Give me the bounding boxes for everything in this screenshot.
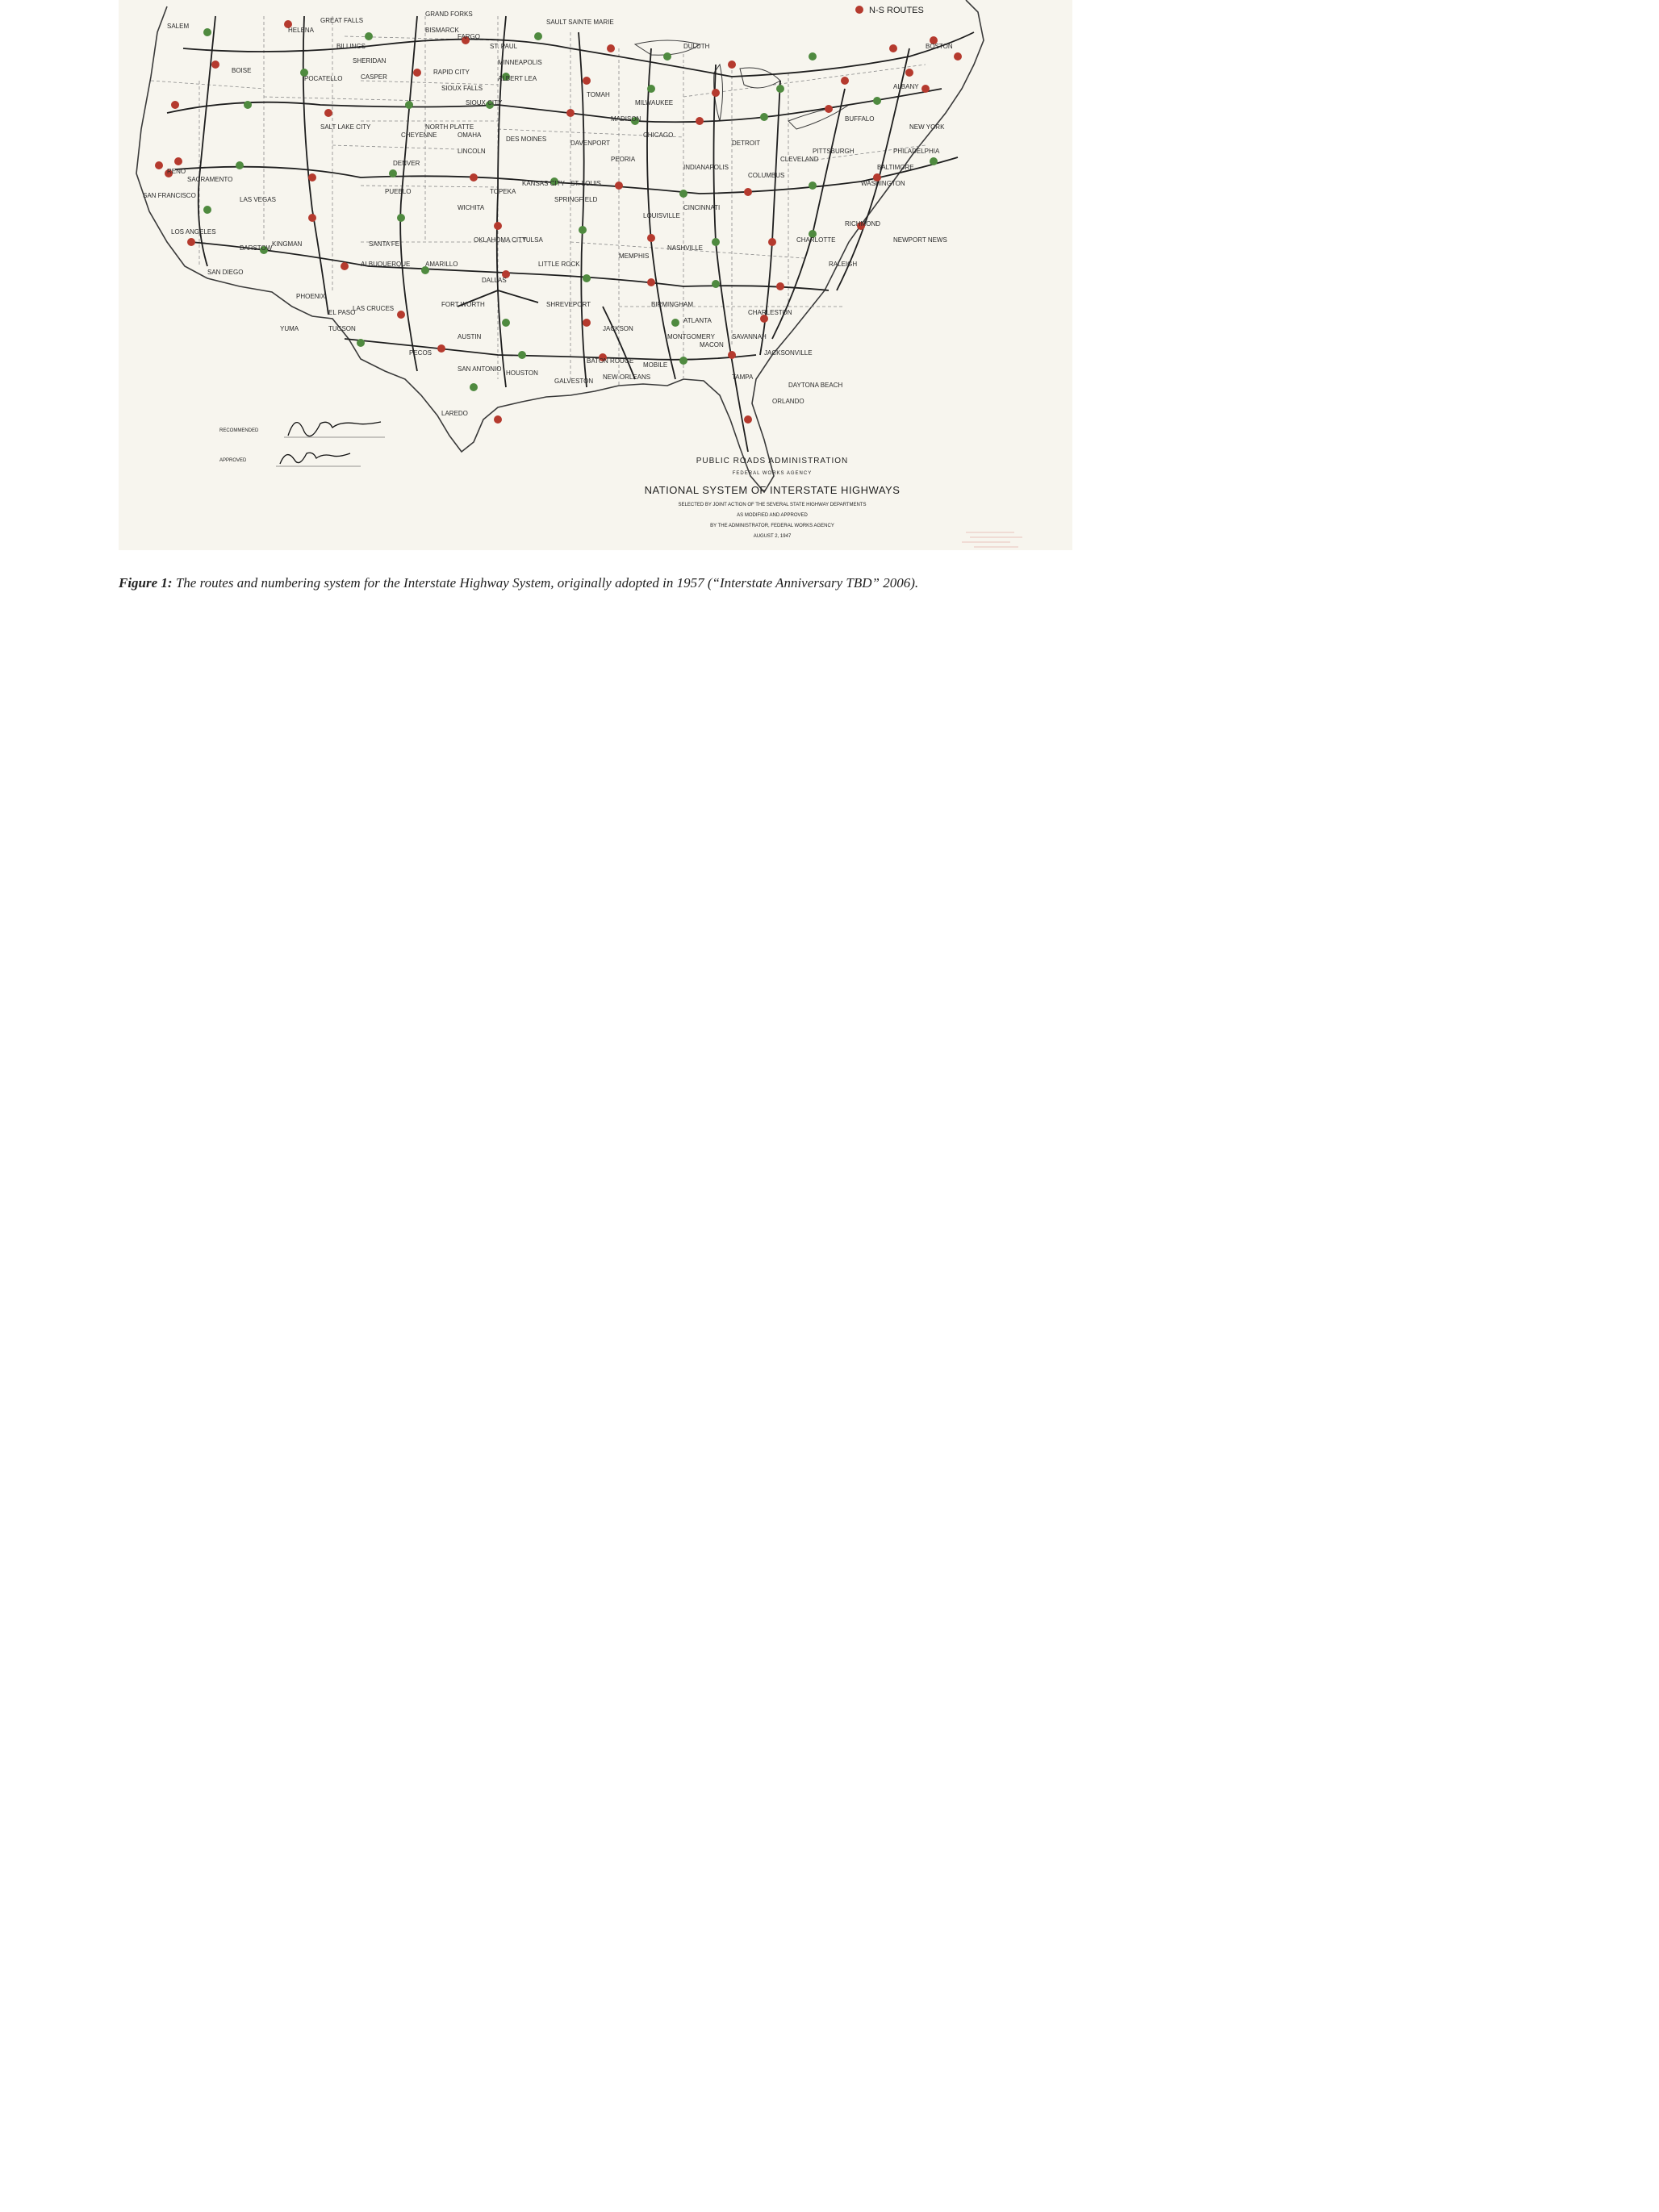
legend-ns-marker — [855, 6, 863, 14]
city-label: AUSTIN — [458, 333, 482, 340]
city-label: ALBUQUERQUE — [361, 261, 411, 268]
interstate-map-figure — [119, 0, 1072, 550]
city-label: CHICAGO — [643, 131, 674, 139]
city-label: MINNEAPOLIS — [498, 59, 542, 66]
city-label: SAULT SAINTE MARIE — [546, 19, 614, 26]
city-label: HELENA — [288, 27, 315, 34]
city-label: PITTSBURGH — [813, 148, 855, 155]
city-label: GRAND FORKS — [425, 10, 473, 18]
city-label: SAVANNAH — [732, 333, 767, 340]
city-label: SHERIDAN — [353, 57, 387, 65]
city-label: GALVESTON — [554, 378, 594, 385]
city-label: MONTGOMERY — [667, 333, 715, 340]
city-label: CHEYENNE — [401, 131, 437, 139]
city-label: BISMARCK — [425, 27, 459, 34]
route-markers — [155, 20, 962, 424]
city-label: LOS ANGELES — [171, 228, 216, 236]
city-label: YUMA — [280, 325, 299, 332]
city-label: INDIANAPOLIS — [683, 164, 729, 171]
city-label: POCATELLO — [304, 75, 343, 82]
approved-signature — [280, 453, 350, 464]
archive-stamp — [962, 532, 1022, 547]
city-label: NEW ORLEANS — [603, 374, 651, 381]
city-label: FARGO — [458, 33, 481, 40]
recommended-label: RECOMMENDED — [219, 428, 259, 433]
map-subtitle-2: AS MODIFIED AND APPROVED — [737, 513, 808, 518]
city-label: OKLAHOMA CITY — [474, 236, 527, 244]
city-label: CHARLESTON — [748, 309, 792, 316]
city-label: OMAHA — [458, 131, 482, 139]
city-label: KINGMAN — [272, 240, 303, 248]
legend-ns-label: N-S ROUTES — [869, 6, 924, 15]
city-label: SIOUX FALLS — [441, 85, 483, 92]
city-label: KANSAS CITY — [522, 180, 565, 187]
city-label: BALTIMORE — [877, 164, 914, 171]
city-label: MACON — [700, 341, 724, 348]
city-label: TULSA — [522, 236, 543, 244]
city-label: DALLAS — [482, 277, 507, 284]
city-label: MILWAUKEE — [635, 99, 674, 106]
figure-caption — [119, 575, 1079, 591]
city-label: ALBERT LEA — [498, 75, 537, 82]
city-label: SANTA FE — [369, 240, 400, 248]
city-label: TUCSON — [328, 325, 356, 332]
city-label: ORLANDO — [772, 398, 804, 405]
city-label: PUEBLO — [385, 188, 412, 195]
city-label: COLUMBUS — [748, 172, 785, 179]
interstate-highway-map — [119, 0, 1072, 550]
city-label: SHREVEPORT — [546, 301, 591, 308]
agency-line-2: FEDERAL WORKS AGENCY — [732, 471, 813, 476]
city-label: PHOENIX — [296, 293, 326, 300]
legend — [855, 6, 924, 15]
city-label: CHARLOTTE — [796, 236, 836, 244]
city-label: FORT WORTH — [441, 301, 485, 308]
city-label: DAYTONA BEACH — [788, 382, 843, 389]
city-label: SALEM — [167, 23, 190, 30]
city-label: ST. PAUL — [490, 43, 518, 50]
city-label: DETROIT — [732, 140, 761, 147]
city-label: LAREDO — [441, 410, 468, 417]
city-label: TAMPA — [732, 374, 754, 381]
city-label: EL PASO — [328, 309, 356, 316]
city-label: RENO — [167, 168, 186, 175]
map-subtitle-3: BY THE ADMINISTRATOR, FEDERAL WORKS AGENCY — [710, 524, 834, 528]
city-label: NORTH PLATTE — [425, 123, 474, 131]
city-label: BOSTON — [926, 43, 953, 50]
approved-label: APPROVED — [219, 458, 247, 463]
map-subtitle-1: SELECTED BY JOINT ACTION OF THE SEVERAL STATE HIGHWAY DEPARTMENTS — [678, 503, 867, 507]
city-label: PHILADELPHIA — [893, 148, 940, 155]
city-label: GREAT FALLS — [320, 17, 364, 24]
city-label: NASHVILLE — [667, 244, 704, 252]
recommended-signature — [288, 422, 381, 436]
city-label: MADISON — [611, 115, 641, 123]
city-label: ALBANY — [893, 83, 919, 90]
city-label: BIRMINGHAM — [651, 301, 693, 308]
city-label: SPRINGFIELD — [554, 196, 598, 203]
city-label: TOMAH — [587, 91, 610, 98]
city-label: SALT LAKE CITY — [320, 123, 371, 131]
city-label: LAS VEGAS — [240, 196, 276, 203]
city-label: MEMPHIS — [619, 253, 650, 260]
city-label: DENVER — [393, 160, 420, 167]
city-label: RALEIGH — [829, 261, 858, 268]
city-label: CLEVELAND — [780, 156, 819, 163]
city-label: DAVENPORT — [570, 140, 611, 147]
city-label: BUFFALO — [845, 115, 875, 123]
city-label: WASHINGTON — [861, 180, 905, 187]
highway-routes — [167, 16, 974, 452]
city-label: HOUSTON — [506, 369, 538, 377]
caption-text: The routes and numbering system for the Interstate Highway System, originally adopted in 1957 (“Interstate Anniversary TBD” 2006). — [175, 575, 919, 591]
city-label: LOUISVILLE — [643, 212, 680, 219]
city-label: NEWPORT NEWS — [893, 236, 947, 244]
city-label: SIOUX CITY — [466, 99, 503, 106]
city-label: LINCOLN — [458, 148, 486, 155]
city-label: BILLINGS — [336, 43, 366, 50]
city-label: BATON ROUGE — [587, 357, 634, 365]
city-label: MOBILE — [643, 361, 668, 369]
city-label: WICHITA — [458, 204, 485, 211]
city-label: DULUTH — [683, 43, 710, 50]
city-label: JACKSONVILLE — [764, 349, 813, 357]
city-label: SAN FRANCISCO — [143, 192, 196, 199]
city-label: AMARILLO — [425, 261, 458, 268]
city-label: RICHMOND — [845, 220, 880, 227]
city-label: DES MOINES — [506, 136, 547, 143]
city-label: LITTLE ROCK — [538, 261, 580, 268]
city-label: LAS CRUCES — [353, 305, 395, 312]
agency-line-1: PUBLIC ROADS ADMINISTRATION — [696, 457, 849, 465]
city-label: CASPER — [361, 73, 387, 81]
city-label: PECOS — [409, 349, 433, 357]
city-label: BOISE — [232, 67, 252, 74]
city-label: RAPID CITY — [433, 69, 470, 76]
caption-label: Figure 1: — [119, 575, 173, 591]
city-label: SAN ANTONIO — [458, 365, 502, 373]
city-label: ATLANTA — [683, 317, 712, 324]
city-label: JACKSON — [603, 325, 633, 332]
city-label: CINCINNATI — [683, 204, 721, 211]
city-label: SAN DIEGO — [207, 269, 244, 276]
city-label: BARSTOW — [240, 244, 273, 252]
map-date: AUGUST 2, 1947 — [753, 534, 792, 539]
city-label: TOPEKA — [490, 188, 516, 195]
map-title: NATIONAL SYSTEM OF INTERSTATE HIGHWAYS — [644, 484, 901, 496]
city-label: PEORIA — [611, 156, 636, 163]
signature-block — [219, 422, 385, 466]
city-label: NEW YORK — [909, 123, 945, 131]
city-label: ST. LOUIS — [570, 180, 601, 187]
city-label: SACRAMENTO — [187, 176, 233, 183]
